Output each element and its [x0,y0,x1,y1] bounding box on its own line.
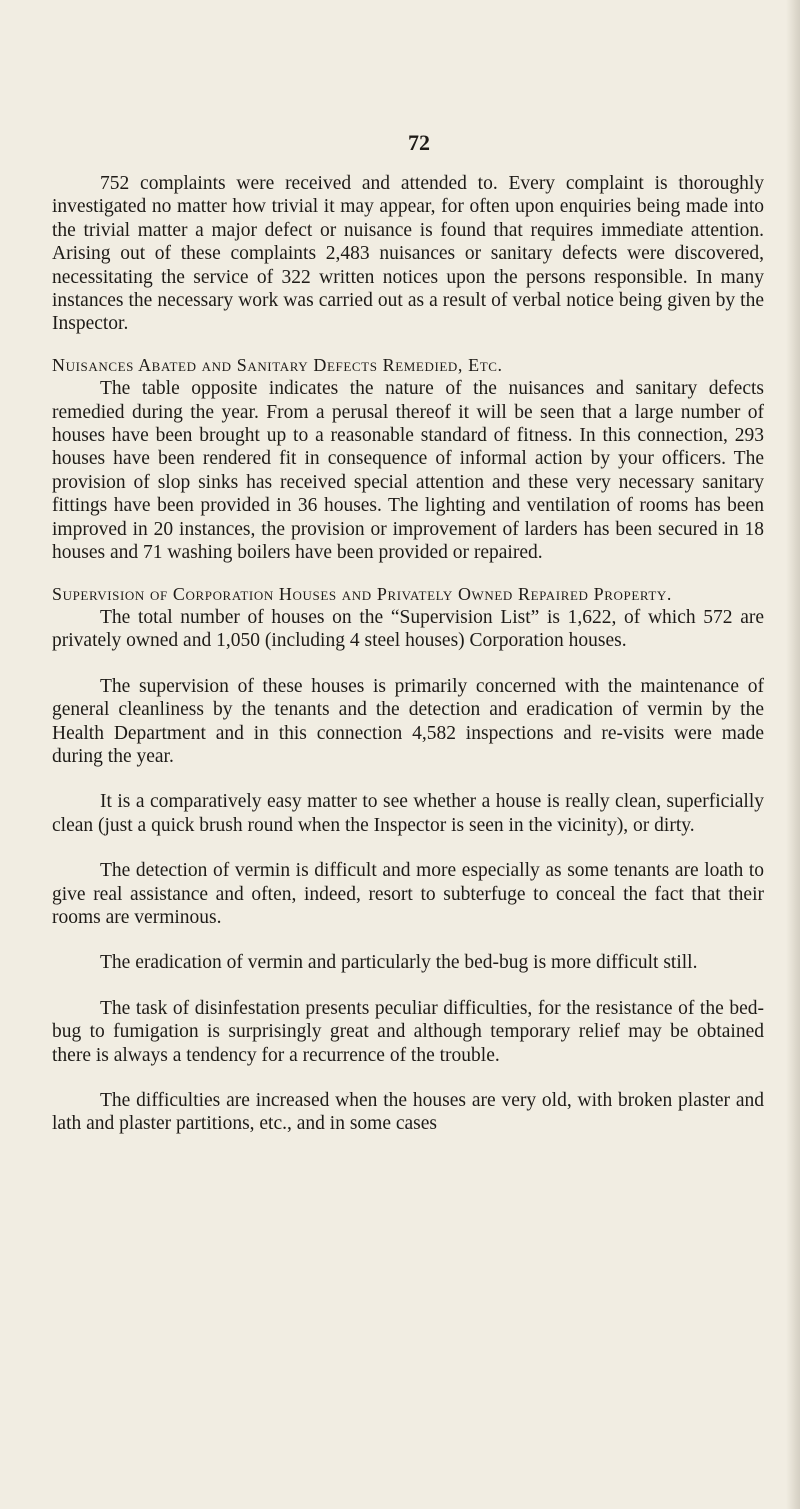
page-number: 72 [408,130,430,155]
paragraph-nuisances: The table opposite indicates the nature of the nuisances and sanitary defects remedied during the year. From a perusal thereof it will be seen that a large number of houses have been brought up to a reasonable standard of fitness. In this connection, 293 houses have been rendered fit in consequence of informal action by your officers. The provision of slop sinks has received special attention and these very necessary sanitary fittings have been provided in 36 houses. The lighting and ventilation of rooms has been improved in 20 instances, the provision or improvement of larders has been secured in 18 houses and 71 washing boilers have been provided or repaired. [52,378,764,564]
paragraph-disinfestation: The task of disinfestation presents peculiar difficulties, for the resistance of the bed-bug to fumigation is surprisingly great and although temporary relief may be obtained there is always a tendency for a recurrence of the trouble. [52,997,764,1066]
paragraph-vermin-eradication: The eradication of vermin and particularly the bed-bug is more difficult still. [100,952,698,974]
paragraph-supervision-list: The total number of houses on the “Supervision List” is 1,622, of which 572 are privately owned and 1,050 (including 4 steel houses) Corporation houses. [52,606,764,652]
paragraph-old-houses: The difficulties are increased when the houses are very old, with broken plaster and lath and plaster partitions, etc., and in some cases [52,1090,764,1135]
page-edge-shadow [786,0,800,1509]
paragraph-vermin-detection: The detection of vermin is difficult and more especially as some tenants are loath to give real assistance and often, indeed, resort to subterfuge to conceal the fact that their rooms are verminous. [52,860,764,928]
section-heading-supervision: Supervision of Corporation Houses and Privately Owned Repaired Property. [52,583,672,604]
document-page [52,130,764,1136]
paragraph-supervision-cleanliness: The supervision of these houses is primarily concerned with the maintenance of general cleanliness by the tenants and the detection and eradication of vermin by the Health Department and in this connection 4,582 inspections and re-visits were made during the year. [52,675,764,767]
paragraph-cleanliness-check: It is a comparatively easy matter to see whether a house is really clean, superficially clean (just a quick brush round when the Inspector is seen in the vicinity), or dirty. [52,791,764,836]
section-heading-nuisances: Nuisances Abated and Sanitary Defects Remedied, Etc. [52,354,503,375]
paragraph-complaints: 752 complaints were received and attended to. Every complaint is thoroughly investigated no matter how trivial it may appear, for often upon enquiries being made into the trivial matter a major defect or nuisance is found that requires immediate attention. Arising out of these complaints 2,483 nuisances or sanitary defects were discovered, necessitating the service of 322 written notices upon the persons responsible. In many instances the necessary work was carried out as a result of verbal notice being given by the Inspector. [52,173,764,335]
